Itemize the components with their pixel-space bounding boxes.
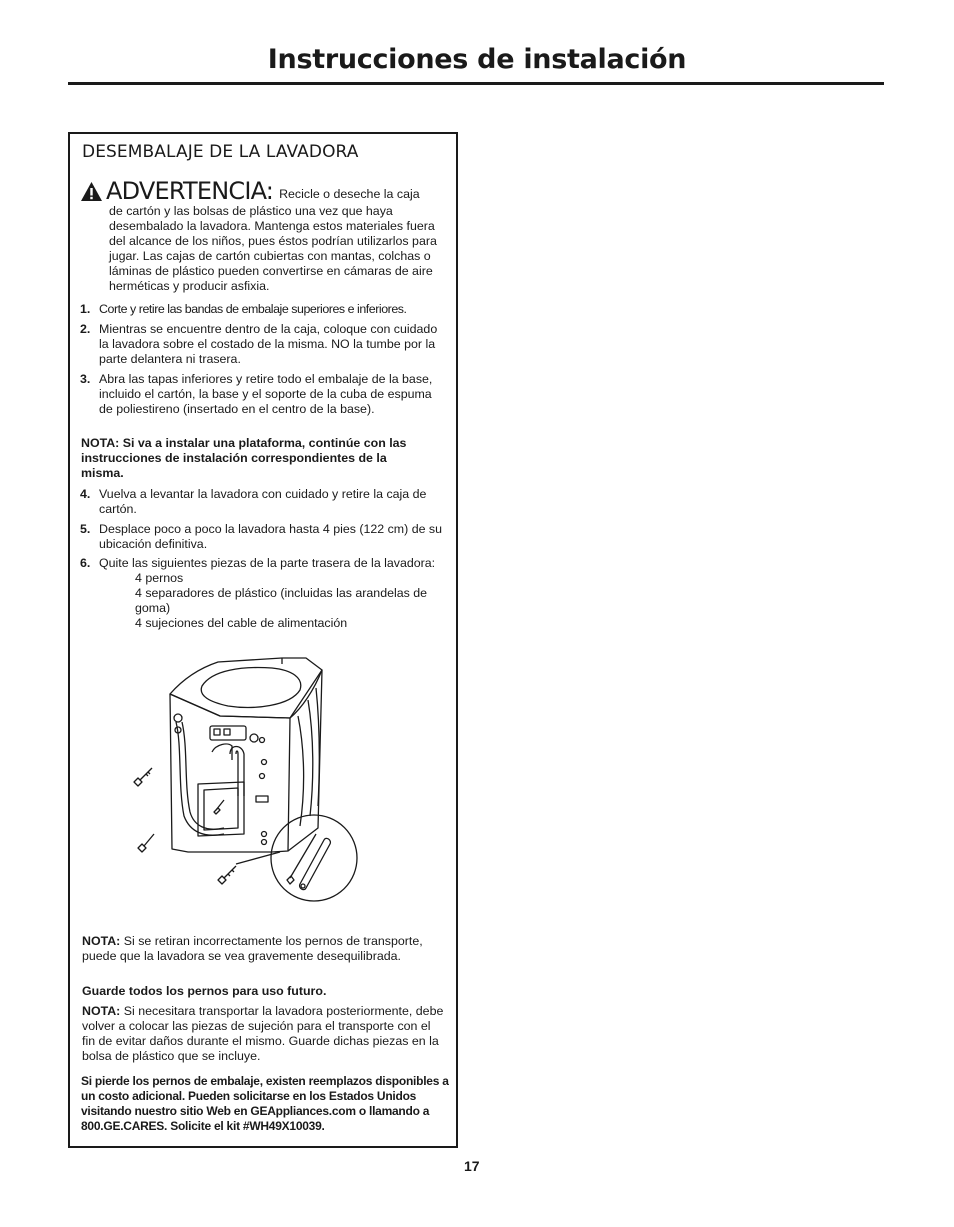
page-title: Instrucciones de instalación — [267, 44, 687, 75]
bolts-note — [82, 934, 446, 964]
replacement-note: Si pierde los pernos de embalaje, existen reemplazos disponibles a un costo adicional. Pueden solicitarse en los Estados Unidos visitando nuestro sitio Web en GEAppliances.com o llamando a 800.GE.CARES. Solicite el kit #WH49X10039. — [81, 1074, 449, 1133]
warning-text: de cartón y las bolsas de plástico una vez que haya desembalado la lavadora. Mantenga estos materiales fuera del alcance de los niños, pues éstos podrían utilizarlos para jugar. Las cajas de cartón cubiertas con mantas, colchas o láminas de plástico pueden convertirse en cámaras de aire herméticas y producir asfixia. — [109, 204, 437, 293]
step-number: 1. — [80, 302, 91, 316]
step-text: Quite las siguientes piezas de la parte trasera de la lavadora: — [99, 556, 436, 570]
warning-triangle-icon — [80, 181, 103, 202]
bolts-note-text: Si se retiran incorrectamente los pernos de transporte, puede que la lavadora se vea gravemente desequilibrada. — [82, 934, 423, 963]
step-text: Desplace poco a poco la lavadora hasta 4 pies (122 cm) de su ubicación definitiva. — [99, 522, 443, 551]
step-text: Abra las tapas inferiores y retire todo el embalaje de la base, incluido el cartón, la base y el soporte de la cuba de espuma de poliestireno (insertado en el centro de la base). — [99, 372, 433, 416]
parts-list — [135, 571, 446, 631]
washer-top-panel — [170, 658, 322, 718]
step-5 — [80, 522, 446, 552]
washer-rear-illustration — [132, 656, 372, 918]
bolts-note-label: NOTA: — [82, 934, 121, 948]
warning-label: ADVERTENCIA: — [106, 177, 274, 205]
step-number: 5. — [80, 522, 91, 536]
transport-note — [82, 1004, 446, 1064]
step-2 — [80, 322, 446, 367]
section-heading: DESEMBALAJE DE LA LAVADORA — [82, 142, 359, 162]
page-number: 17 — [464, 1158, 480, 1174]
step-3 — [80, 372, 446, 417]
step-text: Mientras se encuentre dentro de la caja, coloque con cuidado la lavadora sobre el costado de la misma. NO la tumbe por la parte delantera ni trasera. — [99, 322, 438, 366]
step-number: 6. — [80, 556, 91, 570]
step-number: 4. — [80, 487, 91, 501]
transport-note-label: NOTA: — [82, 1004, 121, 1018]
step-4 — [80, 487, 446, 517]
step-1 — [80, 302, 446, 317]
parts-item: 4 sujeciones del cable de alimentación — [135, 616, 348, 630]
keep-bolts-note: Guarde todos los pernos para uso futuro. — [82, 984, 327, 998]
parts-item: 4 separadores de plástico (incluidas las arandelas de goma) — [135, 586, 428, 615]
step-text: Corte y retire las bandas de embalaje superiores e inferiores. — [99, 302, 407, 316]
title-rule — [68, 82, 884, 85]
step-text: Vuelva a levantar la lavadora con cuidado y retire la caja de cartón. — [99, 487, 427, 516]
warning-block — [80, 178, 446, 294]
step-number: 3. — [80, 372, 91, 386]
platform-note: NOTA: Si va a instalar una plataforma, continúe con las instrucciones de instalación correspondientes de la misma. — [81, 436, 407, 480]
warning-text-first: Recicle o deseche la caja — [279, 187, 420, 201]
step-number: 2. — [80, 322, 91, 336]
parts-item: 4 pernos — [135, 571, 184, 585]
unpacking-panel — [68, 132, 458, 1148]
transport-note-text: Si necesitara transportar la lavadora posteriormente, debe volver a colocar las piezas de sujeción para el transporte con el fin de evitar daños durante el mismo. Guarde dichas piezas en la bolsa de plástico que se incluye. — [82, 1004, 444, 1063]
step-6 — [80, 556, 446, 631]
